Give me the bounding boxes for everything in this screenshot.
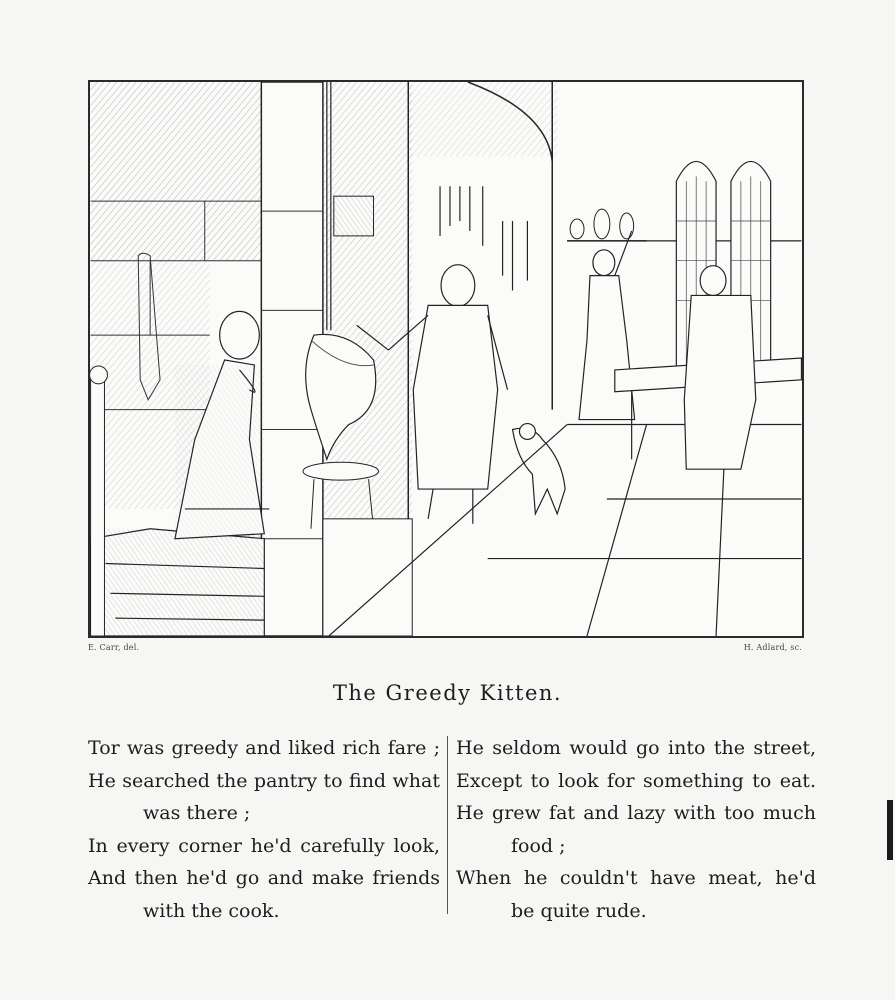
page-edge-mark <box>887 800 893 860</box>
poem-left-column <box>88 732 440 927</box>
poem-line: When he couldn't have meat, he'd <box>456 867 816 889</box>
engraver-credit: H. Adlard, sc. <box>743 643 802 652</box>
poem-right-column <box>456 732 816 927</box>
poem-line: be quite rude. <box>511 899 647 922</box>
poem-line: He grew fat and lazy with too much <box>456 802 816 824</box>
poem-line: Except to look for something to eat. <box>456 769 816 792</box>
poem-line: He seldom would go into the street, <box>456 737 816 759</box>
column-divider <box>447 736 448 914</box>
poem-title: The Greedy Kitten. <box>332 681 563 705</box>
poem-line: And then he'd go and make friends <box>88 867 440 889</box>
poem-line: with the cook. <box>143 899 280 922</box>
poem-line: was there ; <box>143 802 251 824</box>
poem-line: food ; <box>511 834 566 857</box>
poem-line: Tor was greedy and liked rich fare ; <box>88 737 440 759</box>
kitchen-illustration <box>88 80 804 638</box>
kitchen-engraving-image <box>90 82 802 636</box>
poem-line: In every corner he'd carefully look, <box>88 834 440 857</box>
illustrator-credit: E. Carr, del. <box>88 643 140 652</box>
poem-line: He searched the pantry to find what <box>88 769 440 792</box>
